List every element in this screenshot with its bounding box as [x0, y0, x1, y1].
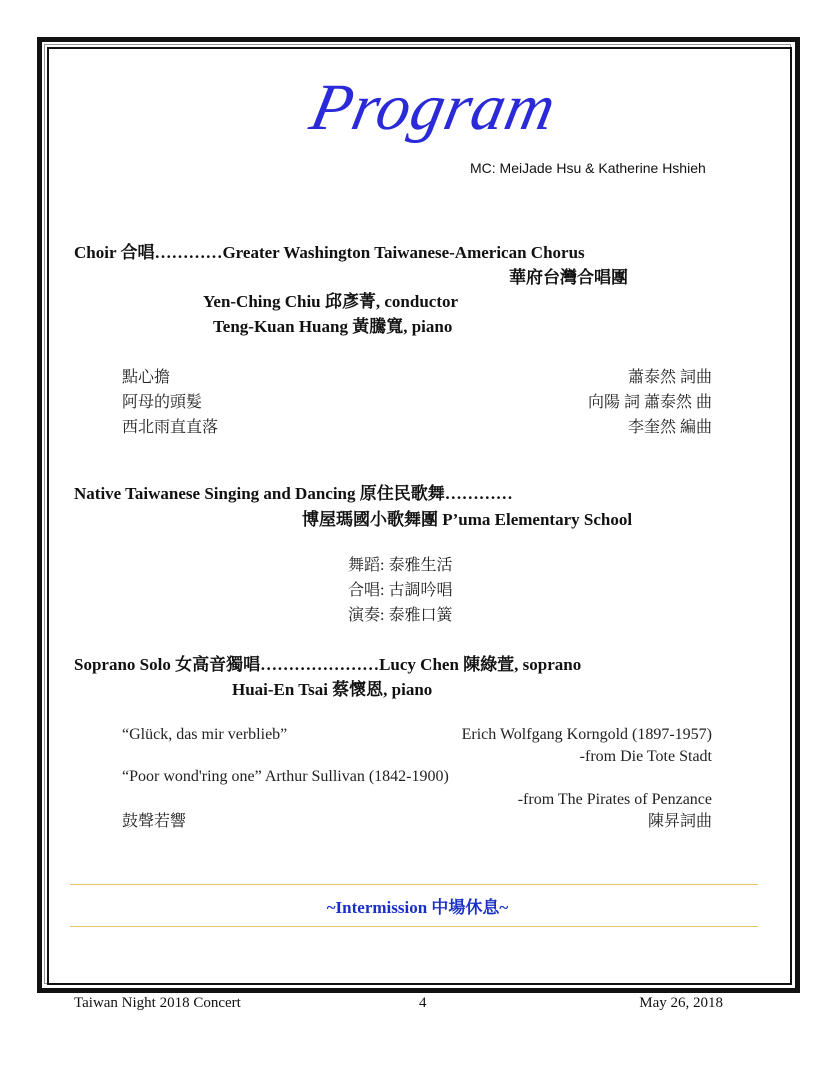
choir-pianist: Teng-Kuan Huang 黃騰寬, piano [213, 317, 453, 336]
choir-conductor: Yen-Ching Chiu 邱彥菁, conductor [203, 292, 459, 311]
song-title: “Glück, das mir verblieb” [122, 726, 288, 743]
footer-date: May 26, 2018 [639, 995, 723, 1011]
song-credit: 李奎然 編曲 [627, 419, 712, 436]
native-item: 合唱: 古調吟唱 [348, 582, 453, 599]
native-group: 博屋瑪國小歌舞團 P’uma Elementary School [302, 510, 633, 529]
choir-heading: Choir 合唱…………Greater Washington Taiwanese-American Chorus [74, 243, 585, 262]
song-title: 阿母的頭髮 [122, 394, 203, 411]
song-composer: Erich Wolfgang Korngold (1897-1957) [461, 726, 712, 743]
song-line: “Poor wond'ring one” Arthur Sullivan (1842-1900) [122, 768, 449, 785]
choir-group-chinese: 華府台灣合唱團 [509, 268, 628, 287]
song-source: -from Die Tote Stadt [579, 748, 712, 765]
footer-page-number: 4 [419, 995, 427, 1011]
divider-bottom [70, 926, 758, 927]
song-title: 鼓聲若響 [122, 813, 187, 830]
footer-title: Taiwan Night 2018 Concert [74, 995, 241, 1011]
song-credit: 陳昇詞曲 [647, 813, 712, 830]
soprano-pianist: Huai-En Tsai 蔡懷恩, piano [232, 680, 433, 699]
divider-top [70, 884, 758, 885]
song-title: 西北雨直直落 [122, 419, 219, 436]
song-title: 點心擔 [122, 369, 171, 386]
intermission-label: ~Intermission 中場休息~ [326, 898, 509, 917]
native-item: 演奏: 泰雅口簧 [348, 607, 453, 624]
native-item: 舞蹈: 泰雅生活 [348, 557, 453, 574]
song-credit: 向陽 詞 蕭泰然 曲 [587, 394, 712, 411]
soprano-heading: Soprano Solo 女高音獨唱…………………Lucy Chen 陳綠萱, soprano [74, 655, 582, 674]
native-heading: Native Taiwanese Singing and Dancing 原住民歌舞………… [74, 484, 513, 503]
mc-line: MC: MeiJade Hsu & Katherine Hshieh [470, 160, 706, 176]
song-credit: 蕭泰然 詞曲 [627, 369, 712, 386]
song-source: -from The Pirates of Penzance [517, 791, 712, 808]
program-title: Program [304, 71, 563, 144]
